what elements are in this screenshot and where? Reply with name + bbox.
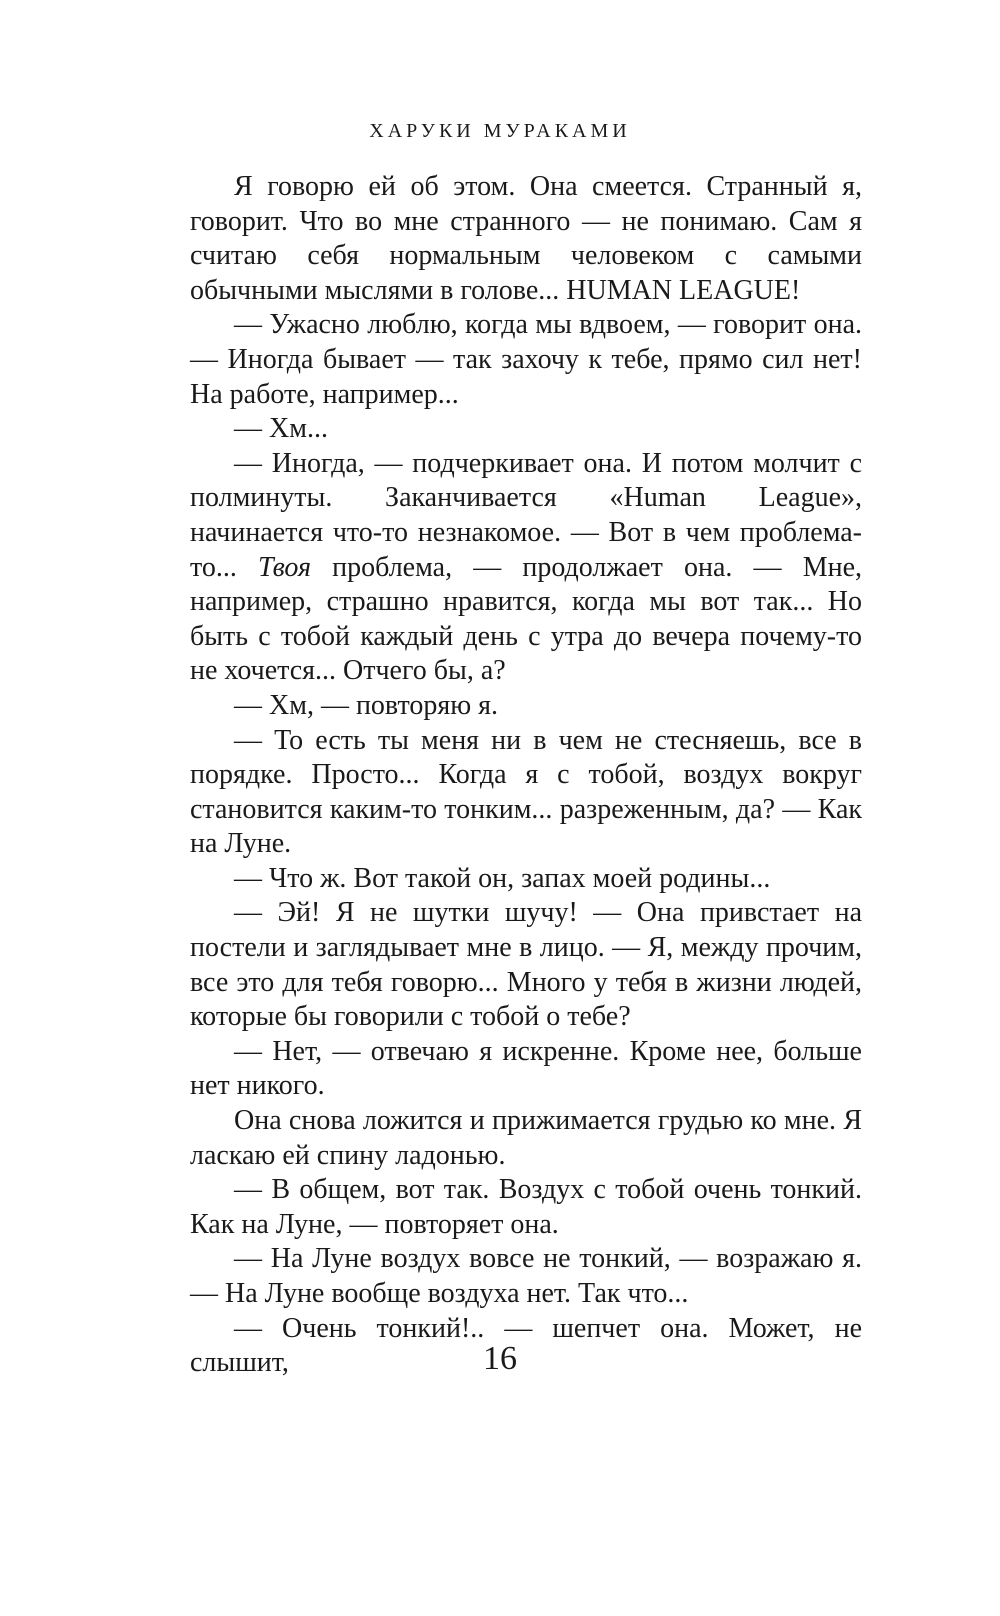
paragraph <box>190 447 862 689</box>
running-head-author: ХАРУКИ МУРАКАМИ <box>369 120 631 142</box>
paragraph: — То есть ты меня ни в чем не стесняешь, все в порядке. Просто... Когда я с тобой, воздух вокруг становится каким-то тонким... разреженным, да? — Как на Луне. <box>190 724 862 860</box>
page-number: 16 <box>483 1340 517 1377</box>
emphasis-text: Твоя <box>258 551 312 583</box>
paragraph: — Ужасно люблю, когда мы вдвоем, — говорит она. — Иногда бывает — так захочу к тебе, прямо сил нет! На работе, например... <box>190 309 862 410</box>
paragraph: — На Луне воздух вовсе не тонкий, — возражаю я. — На Луне вообще воздуха нет. Так что... <box>190 1243 862 1309</box>
paragraph: — Очень тонкий!.. — шепчет она. Может, не слышит, <box>190 1312 862 1379</box>
paragraph: — Хм, — повторяю я. <box>234 689 498 721</box>
paragraph-text: проблема, — продолжает она. — Мне, например, страшно нравится, когда мы вот так... Но быть с тобой каждый день с утра до вечера почему-то не хочется... Отчего бы, а? <box>190 551 863 687</box>
paragraph: — Нет, — отвечаю я искренне. Кроме нее, больше нет никого. <box>190 1035 862 1102</box>
paragraph: — В общем, вот так. Воздух с тобой очень тонкий. Как на Луне, — повторяет она. <box>190 1174 862 1240</box>
paragraph: Я говорю ей об этом. Она смеется. Странный я, говорит. Что во мне странного — не понимаю. Сам я считаю себя нормальным человеком с самыми обычными мыслями в голове... HUMAN LEAGUE! <box>190 171 862 306</box>
paragraph: Она снова ложится и прижимается грудью ко мне. Я ласкаю ей спину ладонью. <box>190 1105 862 1171</box>
body-text <box>190 170 862 1381</box>
paragraph: — Что ж. Вот такой он, запах моей родины... <box>234 862 771 894</box>
paragraph: — Хм... <box>234 413 328 445</box>
paragraph: — Эй! Я не шутки шучу! — Она привстает на постели и заглядывает мне в лицо. — Я, между прочим, все это для тебя говорю... Много у тебя в жизни людей, которые бы говорили с тобой о тебе? <box>190 897 862 1033</box>
paragraph-text: — Иногда, — подчеркивает она. И потом молчит с полминуты. Заканчивается «Human League», начинается что-то незнакомое. — Вот в чем проблема-то... <box>190 447 862 583</box>
